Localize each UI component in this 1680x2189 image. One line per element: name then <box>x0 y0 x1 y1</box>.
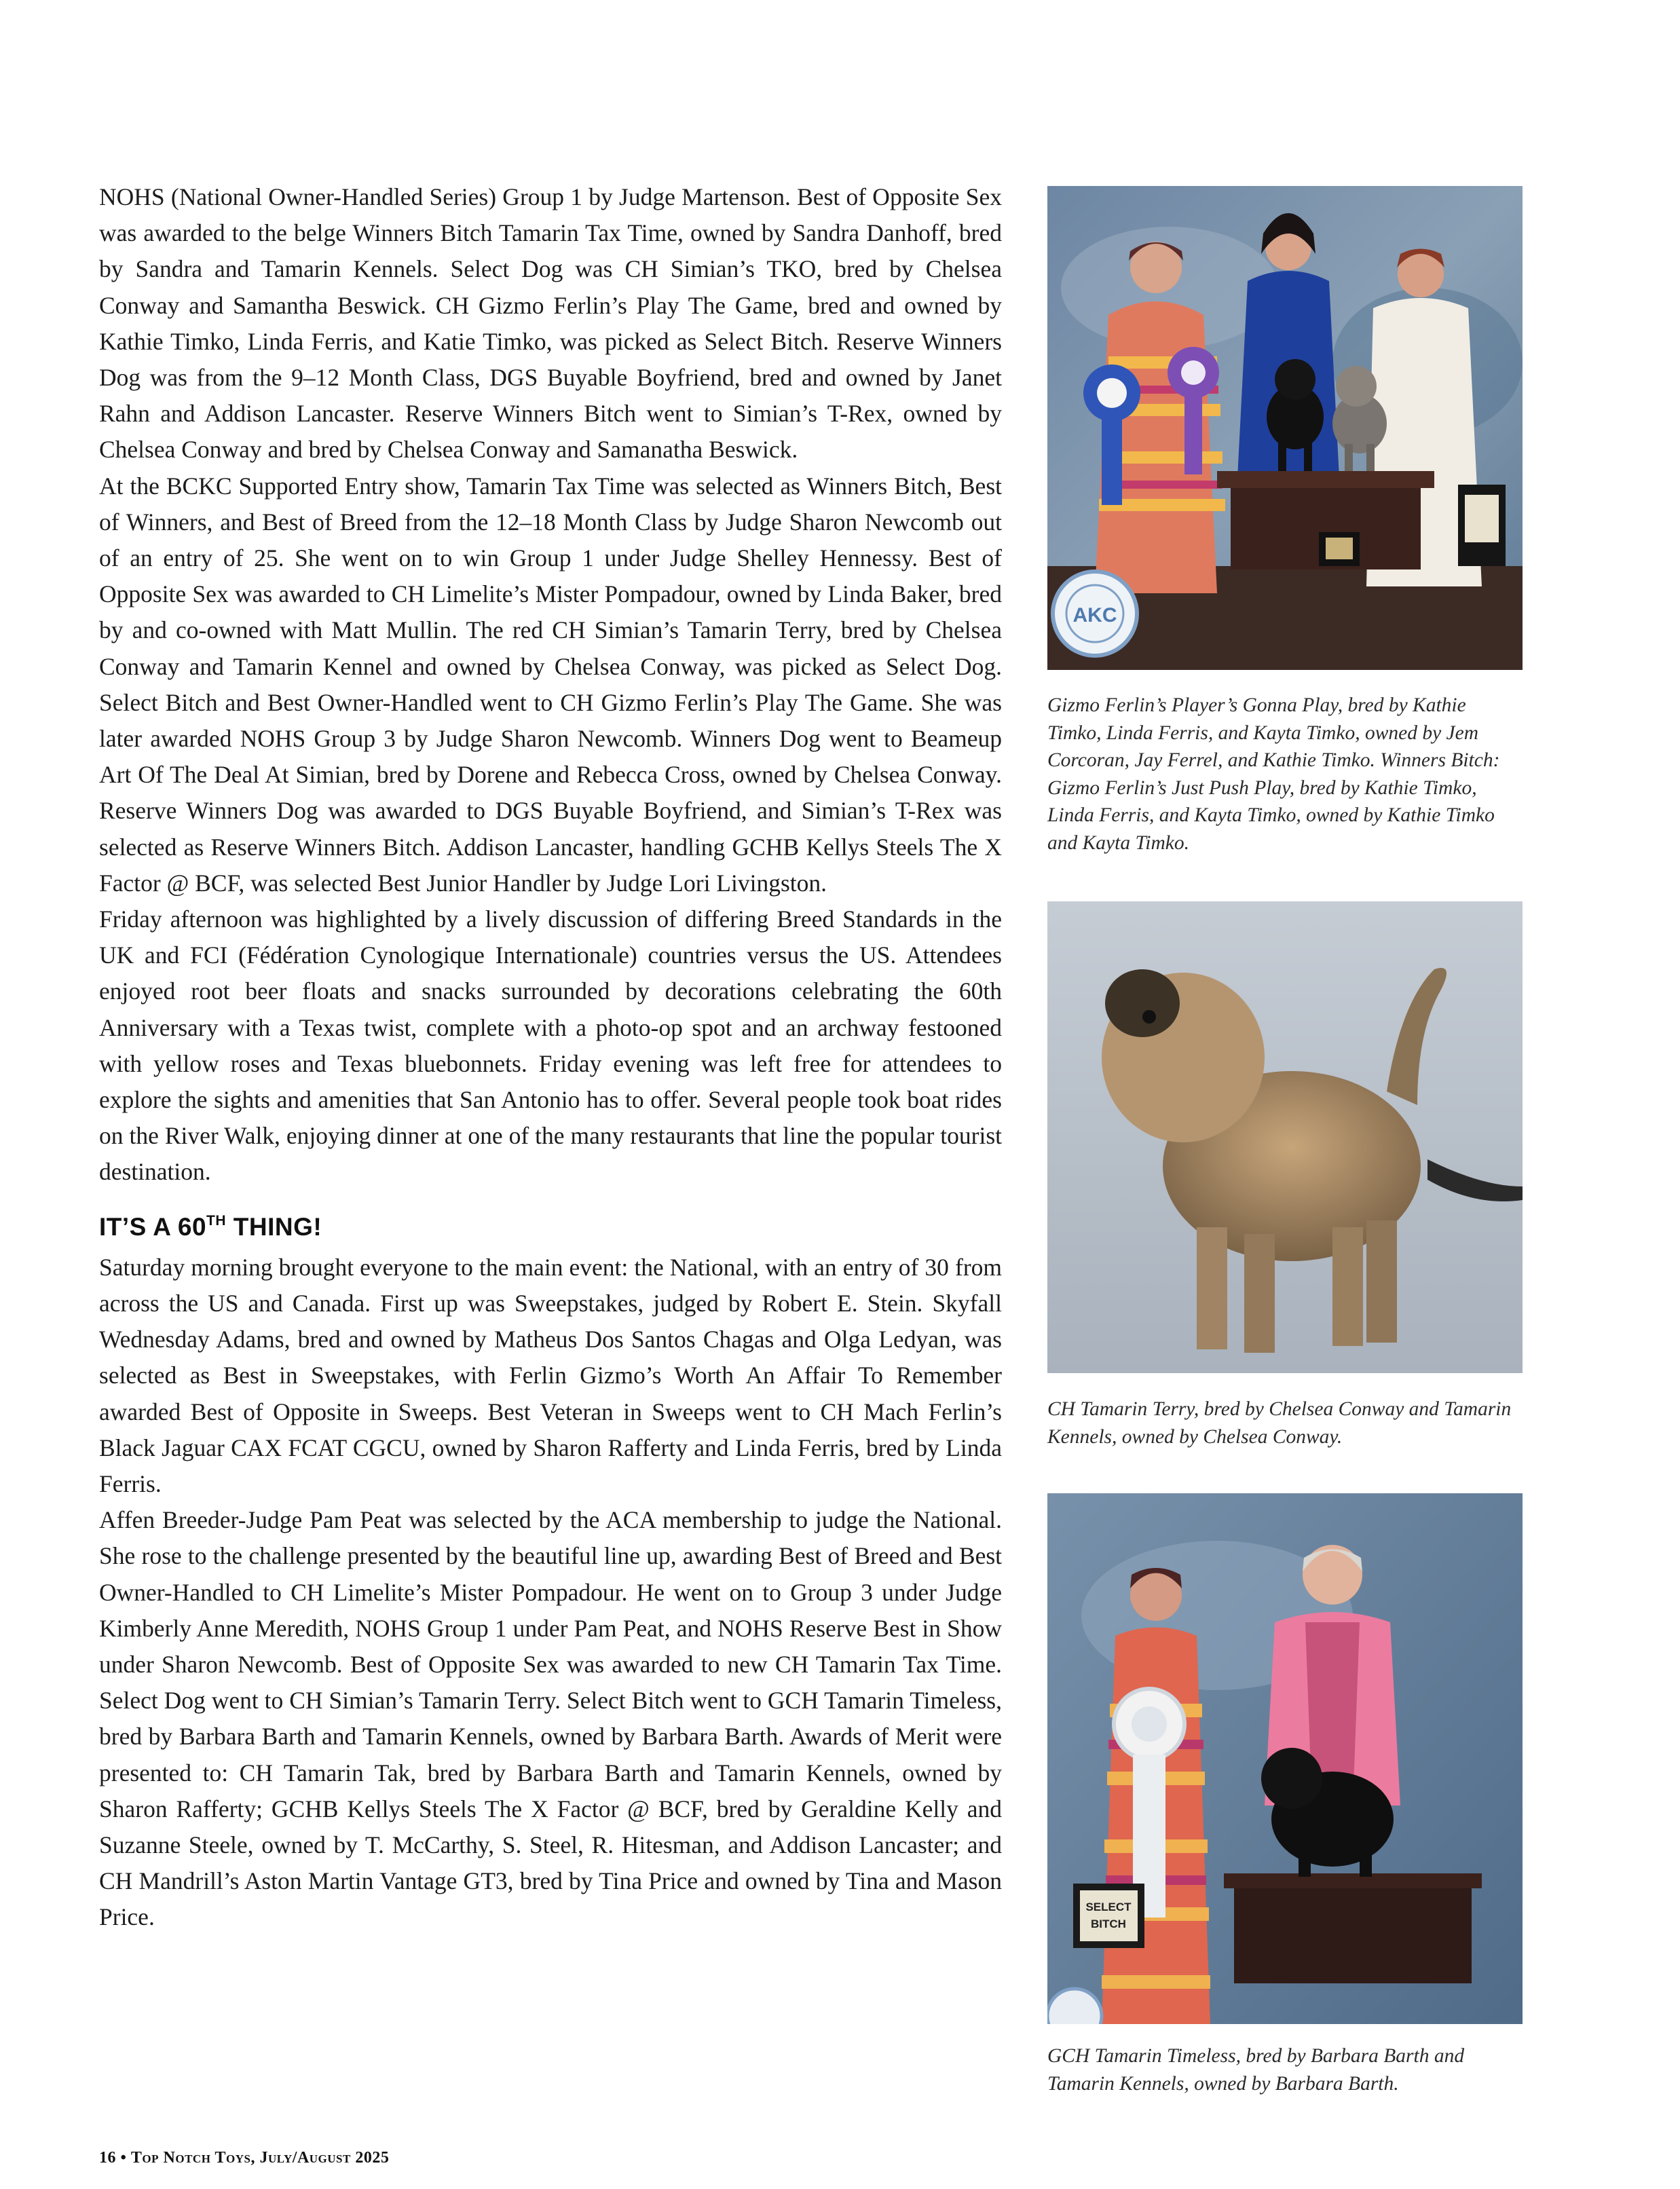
heading-text-pre: IT’S A 60 <box>99 1212 207 1241</box>
footer-bullet: • <box>120 2149 127 2167</box>
heading-superscript: TH <box>206 1212 227 1229</box>
photo-caption-2: CH Tamarin Terry, bred by Chelsea Conway and Tamarin Kennels, owned by Chelsea Conway. <box>1047 1398 1512 1448</box>
page-number: 16 <box>99 2149 116 2167</box>
section-heading <box>99 1203 1002 1246</box>
article-paragraph-2: At the BCKC Supported Entry show, Tamarin Tax Time was selected as Winners Bitch, Best of Winners, and Best of Breed from the 12–18 Month Class by Judge Sharon Newcomb out of an entry of 25. She went on to win Group 1 under Judge Shelley Hennessy. Best of Opposite Sex was awarded to CH Limelite’s Mister Pompadour, owned by Linda Baker, bred by and co-owned with Matt Mullin. The red CH Simian’s Tamarin Terry, bred by Chelsea Conway and Tamarin Kennel and owned by Chelsea Conway, was picked as Select Dog. Select Bitch and Best Owner-Handled went to CH Gizmo Ferlin’s Play The Game. She was later awarded NOHS Group 3 by Judge Sharon Newcomb. Winners Dog went to Beameup Art Of The Deal At Simian, bred by Dorene and Rebecca Cross, owned by Chelsea Conway. Reserve Winners Dog was awarded to DGS Buyable Boyfriend, and Simian’s T-Rex was selected as Reserve Winners Bitch. Addison Lancaster, handling GCHB Kellys Steels The X Factor @ BCF, was selected Best Junior Handler by Judge Lori Livingston. <box>99 472 1002 897</box>
select-sign-line1: SELECT <box>1085 1901 1132 1913</box>
win-photo-illustration <box>1047 186 1523 670</box>
win-photo-timeless <box>1047 1493 1523 2024</box>
article-paragraph-1: NOHS (National Owner-Handled Series) Group 1 by Judge Martenson. Best of Opposite Sex was awarded to the belge Winners Bitch Tamarin Tax Time, owned by Sandra Danhoff, bred by Sandra and Tamarin Kennels. Select Dog was CH Simian’s TKO, bred by Chelsea Conway and Samantha Beswick. CH Gizmo Ferlin’s Play The Game, bred and owned by Kathie Timko, Linda Ferris, and Katie Timko, was picked as Select Bitch. Reserve Winners Dog was from the 9–12 Month Class, DGS Buyable Boyfriend, bred and owned by Janet Rahn and Addison Lancaster. Reserve Winners Bitch went to Simian’s T-Rex, owned by Chelsea Conway and bred by Chelsea Conway and Samanatha Beswick. <box>99 183 1002 464</box>
article-paragraph-5: Affen Breeder-Judge Pam Peat was selected by the ACA membership to judge the National. She rose to the challenge presented by the beautiful line up, awarding Best of Breed and Best Owner-Handled to CH Limelite’s Mister Pompadour. He went on to Group 3 under Judge Kimberly Anne Meredith, NOHS Group 1 under Pam Peat, and NOHS Reserve Best in Show under Sharon Newcomb. Best of Opposite Sex was awarded to new CH Tamarin Tax Time. Select Dog went to CH Simian’s Tamarin Terry. Select Bitch went to GCH Tamarin Timeless, bred by Barbara Barth and Tamarin Kennels, owned by Barbara Barth. Awards of Merit were presented to: CH Tamarin Tak, bred by Barbara Barth and Tamarin Kennels, owned by Sharon Rafferty; GCHB Kellys Steels The X Factor @ BCF, bred by Geraldine Kelly and Suzanne Steele, owned by T. McCarthy, S. Steel, R. Hitesman, and Addison Lancaster; and CH Mandrill’s Aston Martin Vantage GT3, bred by Tina Price and owned by Tina and Mason Price. <box>99 1506 1002 1931</box>
publication-name: Top Notch Toys, July/August 2025 <box>130 2149 390 2167</box>
win-photo-group <box>1047 186 1523 670</box>
select-sign-line2: BITCH <box>1091 1917 1126 1930</box>
dog-photo-terry <box>1047 901 1523 1373</box>
win-photo-timeless-illustration <box>1047 1493 1523 2024</box>
article-paragraph-4: Saturday morning brought everyone to the main event: the National, with an entry of 30 from across the US and Canada. First up was Sweepstakes, judged by Robert E. Stein. Skyfall Wednesday Adams, bred and owned by Matheus Dos Santos Chagas and Olga Ledyan, was selected as Best in Sweepstakes, with Ferlin Gizmo’s Worth An Affair To Remember awarded Best of Opposite in Sweeps. Best Veteran in Sweeps went to CH Mach Ferlin’s Black Jaguar CAX FCAT CGCU, owned by Sharon Rafferty and Linda Ferris, bred by Linda Ferris. <box>99 1253 1002 1497</box>
akc-seal-text: AKC <box>1072 604 1117 626</box>
page-footer <box>99 2149 389 2167</box>
article-paragraph-3: Friday afternoon was highlighted by a lively discussion of differing Breed Standards in the UK and FCI (Fédération Cynologique Internationale) countries versus the US. Attendees enjoyed root beer floats and snacks surrounded by decorations celebrating the 60th Anniversary with a Texas twist, complete with a photo-op spot and an archway festooned with yellow roses and Texas bluebonnets. Friday evening was left free for attendees to explore the sights and amenities that San Antonio has to offer. Several people took boat rides on the River Walk, enjoying dinner at one of the many restaurants that line the popular tourist destination. <box>99 905 1002 1186</box>
photo-caption-3: GCH Tamarin Timeless, bred by Barbara Barth and Tamarin Kennels, owned by Barbara Barth. <box>1047 2045 1465 2095</box>
dog-photo-illustration <box>1047 901 1523 1373</box>
article-body <box>99 179 1002 1936</box>
photo-caption-1: Gizmo Ferlin’s Player’s Gonna Play, bred by Kathie Timko, Linda Ferris, and Kayta Timko, owned by Jem Corcoran, Jay Ferrel, and Kathie Timko. Winners Bitch: Gizmo Ferlin’s Just Push Play, bred by Kathie Timko, Linda Ferris, and Kayta Timko, owned by Kathie Timko and Kayta Timko. <box>1047 694 1500 854</box>
heading-text-post: THING! <box>226 1212 322 1241</box>
